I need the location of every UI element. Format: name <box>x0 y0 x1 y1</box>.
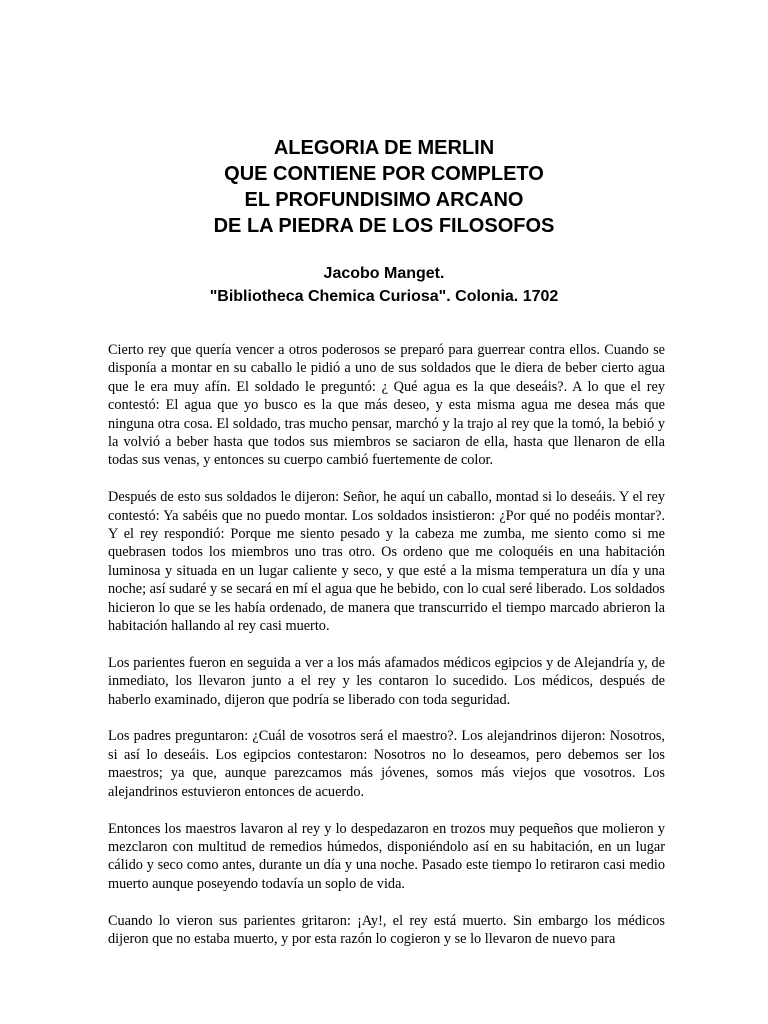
paragraph: Entonces los maestros lavaron al rey y lo despedazaron en trozos muy pequeños que molieron y mezclaron con multitud de remedios húmedos, disponiéndolo así en su habitación, en un lugar cálido y seco como antes, durante un día y una noche. Pasado este tiempo lo retiraron casi medio muerto aunque poseyendo todavía un soplo de vida. <box>108 820 665 892</box>
paragraph: Después de esto sus soldados le dijeron: Señor, he aquí un caballo, montad si lo deseáis. Y el rey contestó: Ya sabéis que no puedo montar. Los soldados insistieron: ¿Por qué no podéis montar?. Y el rey respondió: Porque me siento pesado y la cabeza me zumba, me siento como si me quebrasen todos los miembros uno tras otro. Os ordeno que me coloquéis en una habitación luminosa y situada en un lugar caliente y seco, y que esté a la misma temperatura un día y una noche; así sudaré y se secará en mí el agua que he bebido, con lo cual seré liberado. Los soldados hicieron lo que se les había ordenado, de manera que transcurrido el tiempo marcado abrieron la habitación hallando al rey casi muerto. <box>108 489 665 635</box>
title-line: QUE CONTIENE POR COMPLETO <box>224 163 544 185</box>
paragraph: Cierto rey que quería vencer a otros poderosos se preparó para guerrear contra ellos. Cuando se disponía a montar en su caballo le pidió a uno de sus soldados que le diera de beber cierto agua que le era muy afín. El soldado le preguntó: ¿ Qué agua es la que deseáis?. A lo que el rey contestó: El agua que yo busco es la que más deseo, y esta misma agua me desea más que ninguna otra cosa. El soldado, tras mucho pensar, marchó y la trajo al rey que la tomó, la bebió y la volvió a beber hasta que todos sus miembros se saciaron de ella, hasta que llenaron de ella todas sus venas, y entonces su cuerpo cambió fuertemente de color. <box>108 342 665 469</box>
body-text <box>108 341 665 967</box>
source-citation: "Bibliotheca Chemica Curiosa". Colonia. 1702 <box>209 288 559 305</box>
document-title <box>0 135 768 239</box>
paragraph: Los padres preguntaron: ¿Cuál de vosotros será el maestro?. Los alejandrinos dijeron: Nosotros, si así lo deseáis. Los egipcios contestaron: Nosotros no lo deseamos, pero debemos ser los maestros; ya que, aunque parezcamos más jóvenes, somos más viejos que vosotros. Los alejandrinos estuvieron entonces de acuerdo. <box>108 728 665 800</box>
author-name: Jacobo Manget. <box>323 265 445 282</box>
title-line: DE LA PIEDRA DE LOS FILOSOFOS <box>213 215 555 237</box>
author-block <box>0 262 768 308</box>
paragraph: Los parientes fueron en seguida a ver a los más afamados médicos egipcios y de Alejandría y, de inmediato, los llevaron junto a el rey y les contaron lo sucedido. Los médicos, después de haberlo examinado, dijeron que podría se liberado con toda seguridad. <box>108 654 665 708</box>
paragraph: Cuando lo vieron sus parientes gritaron: ¡Ay!, el rey está muerto. Sin embargo los médicos dijeron que no estaba muerto, y por esta razón lo cogieron y se lo llevaron de nuevo para <box>108 912 665 947</box>
title-line: ALEGORIA DE MERLIN <box>273 137 495 159</box>
title-line: EL PROFUNDISIMO ARCANO <box>244 189 524 211</box>
